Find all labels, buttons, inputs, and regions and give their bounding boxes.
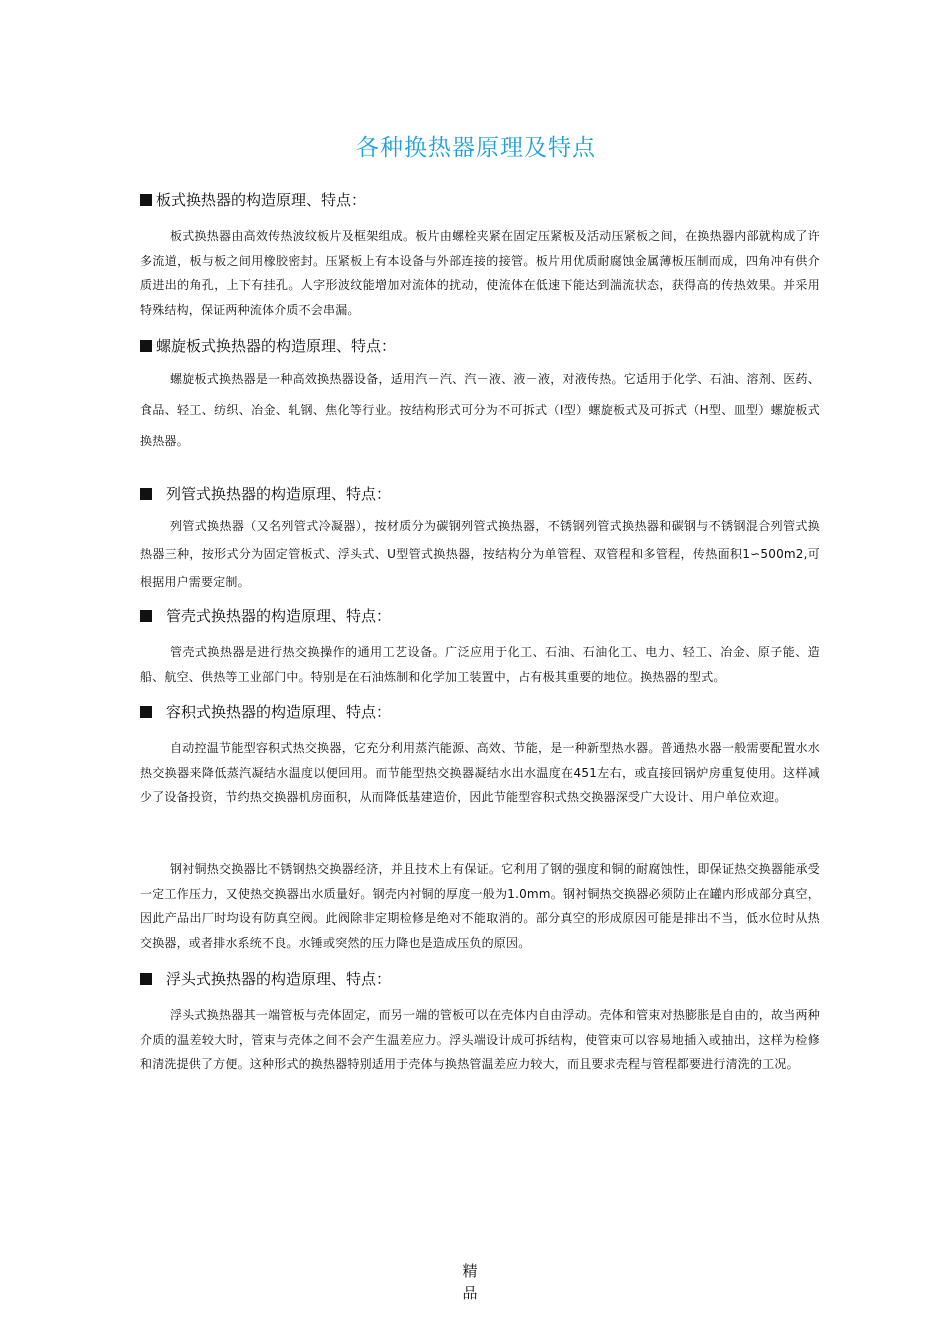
section-spiral-plate-exchanger [140,336,820,457]
section-shell-tube-exchanger [140,606,820,689]
section-heading [140,336,820,356]
footer-char: 品 [462,1284,478,1302]
section-steel-lined-copper [140,857,820,955]
page-footer [455,1260,485,1304]
section-paragraph: 管壳式换热器是进行热交换操作的通用工艺设备。广泛应用于化工、石油、石油化工、电力、轻工、冶金、原子能、造船、航空、供热等工业部门中。特别是在石油炼制和化学加工装置中，占有极其重要的地位。换热器的型式。 [140,645,820,684]
square-bullet-icon [140,194,152,206]
square-bullet-icon [140,706,152,718]
section-volumetric-exchanger [140,702,820,810]
section-heading-text: 螺旋板式换热器的构造原理、特点： [156,337,397,355]
section-heading [140,190,820,210]
square-bullet-icon [140,610,152,622]
document-page [140,0,820,1344]
section-tubular-exchanger [140,484,820,596]
section-paragraph: 板式换热器由高效传热波纹板片及框架组成。板片由螺栓夹紧在固定压紧板及活动压紧板之间，在换热器内部就构成了许多流道，板与板之间用橡胶密封。压紧板上有本设备与外部连接的接管。板片用优质耐腐蚀金属薄板压制而成，四角冲有供介质进出的角孔，上下有挂孔。人字形波纹能增加对流体的扰动，使流体在低速下能达到湍流状态，获得高的传热效果。并采用特殊结构，保证两种流体介质不会串漏。 [140,229,820,317]
square-bullet-icon [140,340,152,352]
section-plate-exchanger [140,190,820,322]
square-bullet-icon [140,488,152,500]
section-paragraph: 自动控温节能型容积式热交换器，它充分利用蒸汽能源、高效、节能，是一种新型热水器。普通热水器一般需要配置水水热交换器来降低蒸汽凝结水温度以便回用。而节能型热交换器凝结水出水温度在451左右，或直接回锅炉房重复使用。这样减少了设备投资，节约热交换器机房面积，从而降低基建造价，因此节能型容积式热交换器深受广大设计、用户单位欢迎。 [140,741,820,804]
section-floating-head-exchanger [140,969,820,1077]
section-heading-text: 板式换热器的构造原理、特点： [156,191,367,209]
section-heading-text: 列管式换热器的构造原理、特点： [166,485,392,503]
square-bullet-icon [140,973,152,985]
section-heading-text: 管壳式换热器的构造原理、特点： [166,607,392,625]
section-paragraph: 浮头式换热器其一端管板与壳体固定，而另一端的管板可以在壳体内自由浮动。壳体和管束对热膨胀是自由的，故当两种介质的温差较大时，管束与壳体之间不会产生温差应力。浮头端设计成可拆结构，使管束可以容易地插入或抽出，这样为检修和清洗提供了方便。这种形式的换热器特别适用于壳体与换热管温差应力较大，而且要求壳程与管程都要进行清洗的工况。 [140,1008,820,1071]
section-heading [140,969,820,989]
section-paragraph: 钢衬铜热交换器比不锈钢热交换器经济，并且技术上有保证。它利用了钢的强度和铜的耐腐蚀性，即保证热交换器能承受一定工作压力，又使热交换器出水质量好。钢壳内衬铜的厚度一般为1.0mm。钢衬铜热交换器必须防止在罐内形成部分真空，因此产品出厂时均设有防真空阀。此阀除非定期检修是绝对不能取消的。部分真空的形成原因可能是排出不当，低水位时从热交换器，或者排水系统不良。水锤或突然的压力降也是造成压负的原因。 [140,862,820,950]
section-heading [140,484,820,504]
section-heading-text: 浮头式换热器的构造原理、特点： [166,970,392,988]
section-paragraph: 螺旋板式换热器是一种高效换热器设备，适用汽－汽、汽－液、液－液，对液传热。它适用于化学、石油、溶剂、医药、食品、轻工、纺织、冶金、轧钢、焦化等行业。按结构形式可分为不可拆式（I型）螺旋板式及可拆式（H型、皿型）螺旋板式换热器。 [140,372,820,448]
section-paragraph: 列管式换热器（又名列管式冷凝器），按材质分为碳钢列管式换热器，不锈钢列管式换热器和碳钢与不锈钢混合列管式换热器三种，按形式分为固定管板式、浮头式、U型管式换热器，按结构分为单管程、双管程和多管程，传热面积1∽500m2,可根据用户需要定制。 [140,519,820,589]
footer-char: 精 [462,1262,478,1280]
page-title: 各种换热器原理及特点 [356,135,596,161]
section-heading [140,702,820,722]
section-heading-text: 容积式换热器的构造原理、特点： [166,703,392,721]
section-heading [140,606,820,626]
